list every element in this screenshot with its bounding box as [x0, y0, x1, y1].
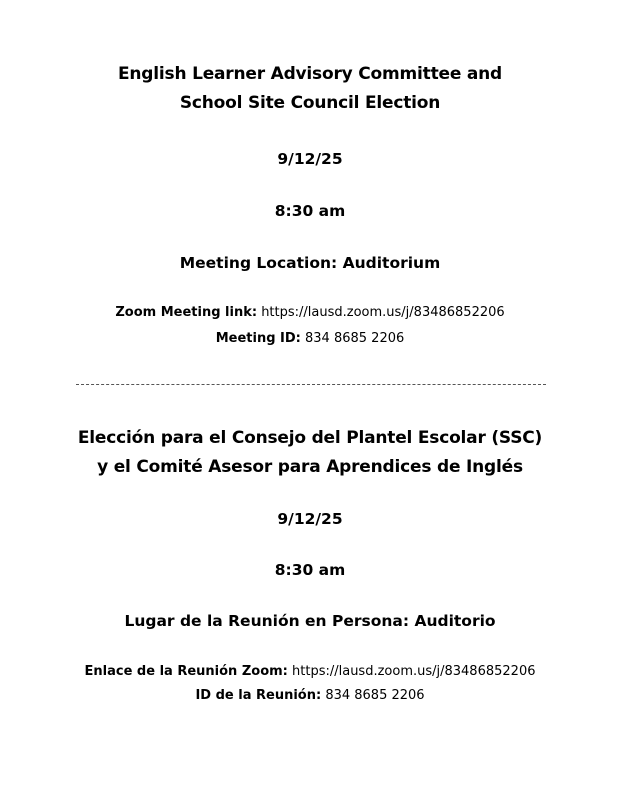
english-title-line-1: English Learner Advisory Committee and [117, 64, 503, 84]
section-divider [76, 384, 546, 385]
english-zoom-label: Zoom Meeting link: [115, 305, 258, 320]
english-zoom-line [0, 305, 620, 320]
spanish-meeting-id: 834 8685 2206 [325, 688, 425, 703]
english-meeting-id: 834 8685 2206 [305, 331, 405, 346]
spanish-meeting-id-line [0, 688, 620, 703]
english-location: Meeting Location: Auditorium [179, 254, 441, 272]
spanish-title-line-1: Elección para el Consejo del Plantel Escolar (SSC) [77, 428, 543, 448]
english-meeting-id-label: Meeting ID: [215, 331, 301, 346]
spanish-time: 8:30 am [274, 561, 346, 579]
english-date: 9/12/25 [277, 150, 343, 168]
spanish-location: Lugar de la Reunión en Persona: Auditorio [124, 612, 496, 630]
spanish-meeting-id-label: ID de la Reunión: [195, 688, 322, 703]
english-time: 8:30 am [274, 202, 346, 220]
english-title-line-2: School Site Council Election [179, 93, 441, 113]
spanish-zoom-line [0, 664, 620, 679]
spanish-title-line-2: y el Comité Asesor para Aprendices de Inglés [97, 457, 523, 477]
spanish-zoom-label: Enlace de la Reunión Zoom: [84, 664, 288, 679]
spanish-date: 9/12/25 [277, 510, 343, 528]
english-meeting-id-line [0, 331, 620, 346]
english-zoom-link[interactable]: https://lausd.zoom.us/j/83486852206 [261, 305, 505, 320]
spanish-zoom-link[interactable]: https://lausd.zoom.us/j/83486852206 [292, 664, 536, 679]
